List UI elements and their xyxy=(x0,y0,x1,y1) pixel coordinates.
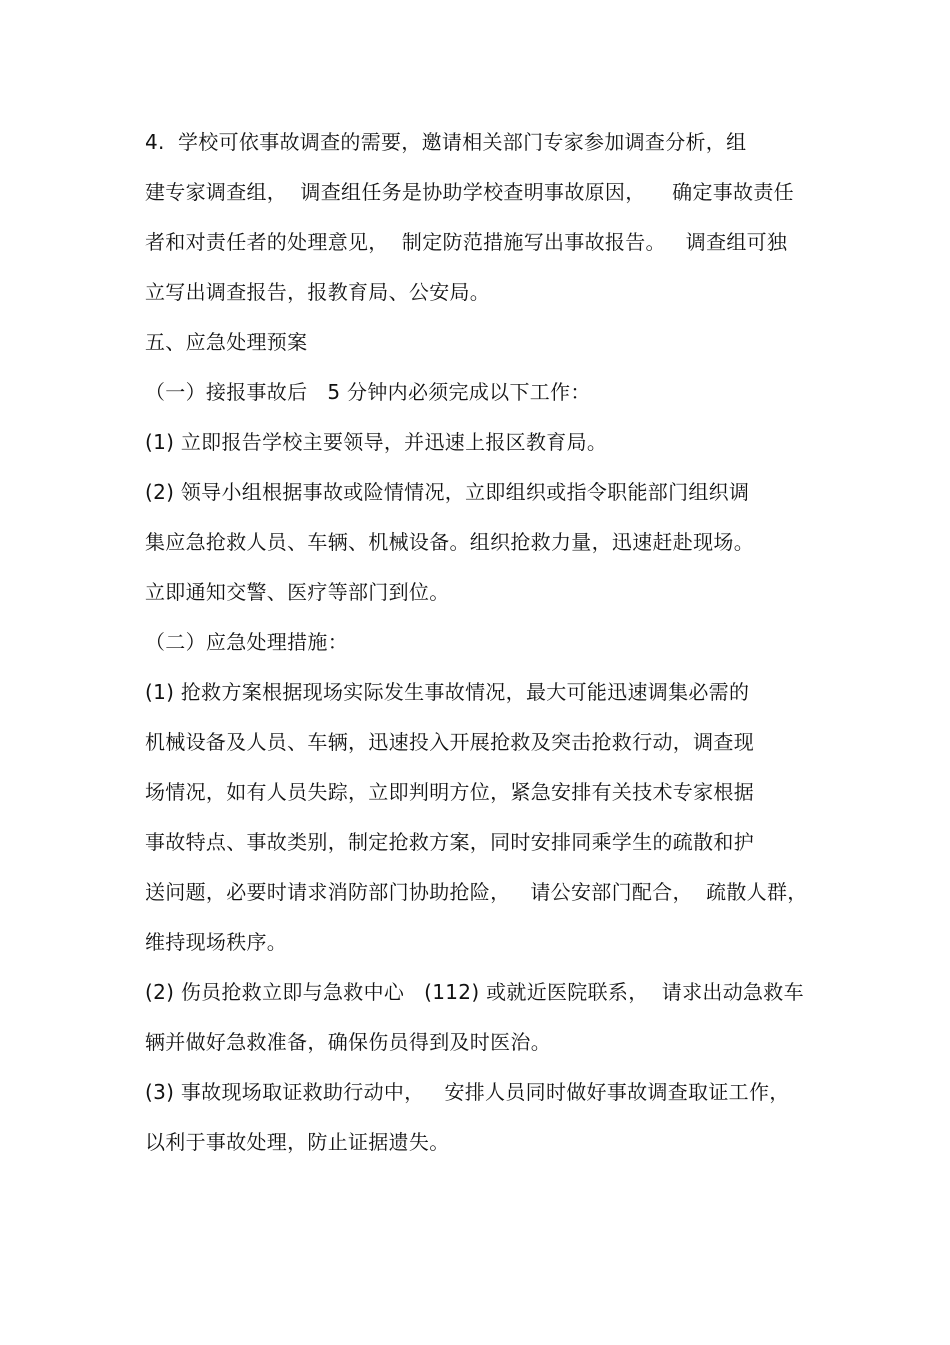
text-line-4: 立写出调查报告，报教育局、公安局。 xyxy=(145,280,491,304)
text-line-10: 立即通知交警、医疗等部门到位。 xyxy=(145,580,450,604)
subsection-heading-two: （二）应急处理措施： xyxy=(145,630,348,654)
text-line-1: 4. 学校可依事故调查的需要，邀请相关部门专家参加调查分析，组 xyxy=(145,130,747,154)
section-heading-five: 五、应急处理预案 xyxy=(145,330,308,354)
subsection-heading-one: （一）接报事故后 5 分钟内必须完成以下工作： xyxy=(145,380,591,404)
text-line-12: (1) 抢救方案根据现场实际发生事故情况，最大可能迅速调集必需的 xyxy=(145,680,750,704)
text-line-8: (2) 领导小组根据事故或险情情况，立即组织或指令职能部门组织调 xyxy=(145,480,750,504)
text-line-21: 以利于事故处理，防止证据遗失。 xyxy=(145,1130,450,1154)
text-line-19: 辆并做好急救准备，确保伤员得到及时医治。 xyxy=(145,1030,551,1054)
text-line-20: (3) 事故现场取证救助行动中， 安排人员同时做好事故调查取证工作， xyxy=(145,1080,790,1104)
text-line-9: 集应急抢救人员、车辆、机械设备。组织抢救力量，迅速赶赴现场。 xyxy=(145,530,754,554)
text-line-18: (2) 伤员抢救立即与急救中心 (112) 或就近医院联系， 请求出动急救车 xyxy=(145,980,804,1004)
text-line-13: 机械设备及人员、车辆，迅速投入开展抢救及突击抢救行动，调查现 xyxy=(145,730,754,754)
text-line-14: 场情况，如有人员失踪，立即判明方位，紧急安排有关技术专家根据 xyxy=(145,780,754,804)
text-line-17: 维持现场秩序。 xyxy=(145,930,288,954)
text-line-3: 者和对责任者的处理意见， 制定防范措施写出事故报告。 调查组可独 xyxy=(145,230,788,254)
text-line-16: 送问题，必要时请求消防部门协助抢险， 请公安部门配合， 疏散人群， xyxy=(145,880,808,904)
text-line-15: 事故特点、事故类别，制定抢救方案，同时安排同乘学生的疏散和护 xyxy=(145,830,754,854)
text-line-7: (1) 立即报告学校主要领导，并迅速上报区教育局。 xyxy=(145,430,608,454)
text-line-2: 建专家调查组， 调查组任务是协助学校查明事故原因， 确定事故责任 xyxy=(145,180,794,204)
